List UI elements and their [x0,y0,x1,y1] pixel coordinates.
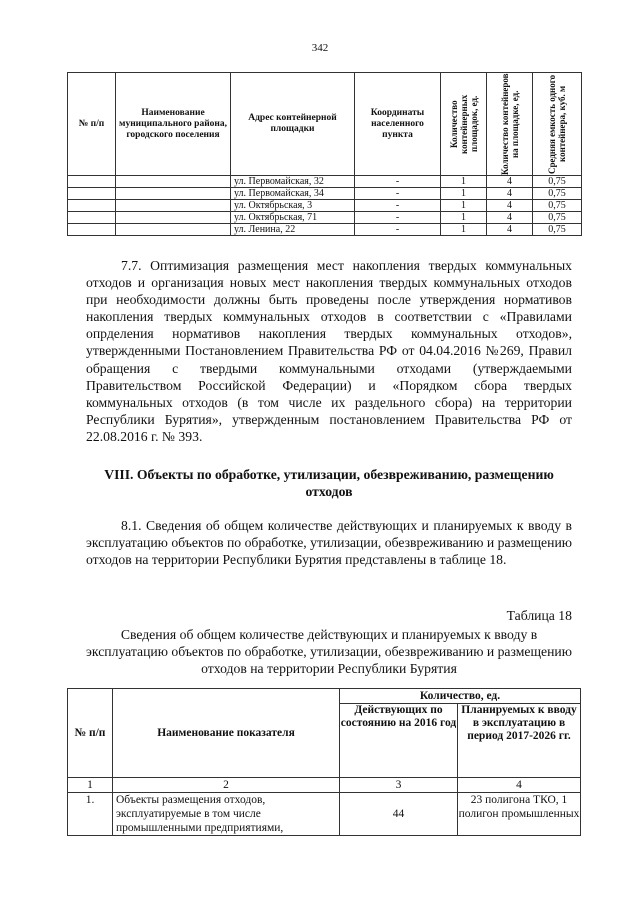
cell-sites: 1 [441,224,487,236]
t2-col-planned-header: Планируемых к вводу в эксплуатацию в период 2017-2026 гг. [458,704,581,778]
cell-address: ул. Ленина, 22 [231,224,355,236]
t2-col-num-header: № п/п [68,689,113,778]
cell-volume: 0,75 [533,188,582,200]
cell-coords: - [355,188,441,200]
table-row [68,224,582,236]
table-header-row [68,73,582,176]
table-row [68,212,582,224]
cell-sites: 1 [441,200,487,212]
cell-volume: 0,75 [533,224,582,236]
col-district-header: Наименование муниципального района, городского поселения [116,73,231,176]
col-coords-header: Координаты населенного пункта [355,73,441,176]
section-8-heading: VIII. Объекты по обработке, утилизации, обезвреживанию, размещению отходов [104,467,554,499]
col-address-header: Адрес контейнерной площадки [231,73,355,176]
col-volume-header: Средняя емкость одного контейнера, куб. м [547,74,567,174]
cell-volume: 0,75 [533,212,582,224]
cell-indicator: Объекты размещения отходов, эксплуатируемые в том числе промышленными предприятиями, [113,793,340,836]
cell-address: ул. Первомайская, 34 [231,188,355,200]
cell-containers: 4 [487,176,533,188]
page-number: 342 [311,42,329,54]
table-18-caption: Сведения об общем количестве действующих и планируемых к вводу в эксплуатацию объектов по обработке, утилизации, обезвреживанию и размещению отходов на территории Республики Бурятия [86,627,572,676]
objects-table [67,688,581,836]
t2-col-indicator-header: Наименование показателя [113,689,340,778]
table-row [68,200,582,212]
cell-volume: 0,75 [533,176,582,188]
cell-address: ул. Октябрьская, 3 [231,200,355,212]
cell-volume: 0,75 [533,200,582,212]
table-18-label: Таблица 18 [506,608,572,623]
containers-table [67,72,582,236]
table-row [68,188,582,200]
section-7-7-paragraph: 7.7. Оптимизация размещения мест накопления твердых коммунальных отходов и организация новых мест накопления твердых коммунальных отходов при необходимости должны быть проведены после утверждения нормативов накопления твердых коммунальных отходов в соответствии с «Правилами опрделения нормативов накопления твердых коммунальных отходов», утвержденными Постановлением Правительства РФ от 04.04.2016 №269, Правил обращения с твердыми коммунальными отходами (утверждаемыми Правительством Российской Федерации) и «Порядком сбора твердых коммунальных отходов (в том числе их раздельного сбора) на территории Республики Бурятия», утвержденным постановлением Правительства РФ от 22.08.2016 г. № 393. [86,258,572,444]
col-containers-header: Количество контейнеров на площадке, ед. [499,73,520,175]
cell-coords: - [355,176,441,188]
cell-address: ул. Октябрьская, 71 [231,212,355,224]
cell-containers: 4 [487,200,533,212]
cell-planned: 23 полигона ТКО, 1 полигон промышленных [458,793,581,836]
cell-sites: 1 [441,212,487,224]
col-number-cell: 3 [340,778,458,793]
cell-containers: 4 [487,212,533,224]
col-number-cell: 4 [458,778,581,793]
section-8-1-paragraph: 8.1. Сведения об общем количестве действующих и планируемых к вводу в эксплуатацию объектов по обработке, утилизации, обезвреживанию и размещению отходов на территории Республики Бурятия представлены в таблице 18. [86,518,572,568]
cell-coords: - [355,200,441,212]
cell-containers: 4 [487,224,533,236]
cell-coords: - [355,224,441,236]
cell-coords: - [355,212,441,224]
table-row [68,793,581,836]
col-number-cell: 1 [68,778,113,793]
col-num-header: № п/п [68,73,116,176]
table-header-row [68,689,581,704]
cell-num: 1. [68,793,113,836]
t2-col-operating-header: Действующих по состоянию на 2016 год [340,704,458,778]
cell-containers: 4 [487,188,533,200]
cell-sites: 1 [441,176,487,188]
cell-operating: 44 [340,793,458,836]
table-row [68,176,582,188]
table-column-numbers-row [68,778,581,793]
col-sites-header: Количество контейнерных площадок, ед. [448,94,479,154]
t2-col-quantity-header: Количество, ед. [340,689,581,704]
cell-address: ул. Первомайская, 32 [231,176,355,188]
col-number-cell: 2 [113,778,340,793]
cell-sites: 1 [441,188,487,200]
